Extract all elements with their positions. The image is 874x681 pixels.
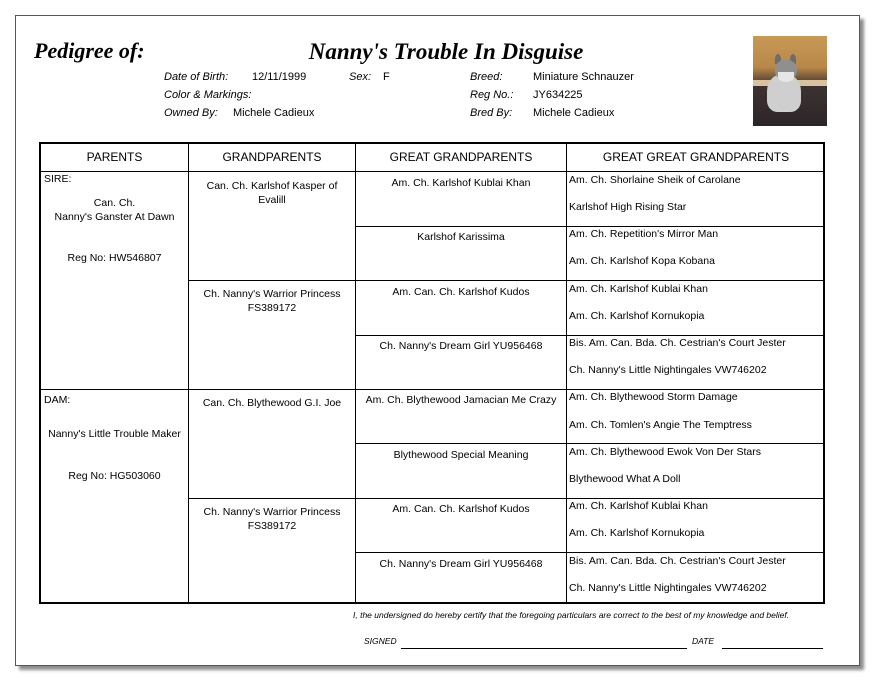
great-grandparent-1: Am. Ch. Karlshof Kublai Khan [391, 177, 531, 189]
great-great-grandparent-13: Am. Ch. Karlshof Kublai Khan [569, 500, 708, 512]
color-label [164, 89, 251, 101]
breeder-value: Michele Cadieux [533, 107, 615, 119]
header-great-grandparents: GREAT GRANDPARENTS [389, 150, 533, 164]
date-line [722, 648, 823, 649]
dob-row [164, 71, 228, 83]
signed-label: SIGNED [364, 636, 397, 646]
grandparent-2: Ch. Nanny's Warrior Princess FS389172 [203, 288, 341, 314]
dam-name: Nanny's Little Trouble Maker [48, 428, 181, 440]
sire-label: SIRE: [44, 173, 72, 185]
dam-reg: Reg No: HG503060 [68, 470, 161, 482]
great-great-grandparent-3: Am. Ch. Repetition's Mirror Man [569, 228, 719, 240]
reg-label [470, 89, 513, 101]
signature-line [401, 648, 687, 649]
great-grandparent-4: Ch. Nanny's Dream Girl YU956468 [379, 340, 543, 352]
sire-title: Can. Ch. [93, 197, 136, 209]
great-great-grandparent-15: Bis. Am. Can. Bda. Ch. Cestrian's Court Jester [569, 555, 786, 567]
owner-value: Michele Cadieux [233, 107, 315, 119]
great-great-grandparent-4: Am. Ch. Karlshof Kopa Kobana [569, 255, 715, 267]
dob-value: 12/11/1999 [252, 71, 307, 83]
great-great-grandparent-8: Ch. Nanny's Little Nightingales VW746202 [569, 364, 767, 376]
pedigree-page [15, 15, 860, 666]
great-grandparent-7: Am. Can. Ch. Karlshof Kudos [392, 503, 530, 515]
great-great-grandparent-10: Am. Ch. Tomlen's Angie The Temptress [569, 419, 752, 431]
sex-label-text: Sex: [349, 71, 372, 83]
great-grandparent-3: Am. Can. Ch. Karlshof Kudos [392, 286, 530, 298]
header-grandparents: GRANDPARENTS [222, 150, 322, 164]
great-great-grandparent-6: Am. Ch. Karlshof Kornukopia [569, 310, 705, 322]
great-grandparent-8: Ch. Nanny's Dream Girl YU956468 [379, 558, 543, 570]
breeder-label [470, 107, 512, 119]
great-grandparent-5: Am. Ch. Blythewood Jamacian Me Crazy [365, 394, 557, 406]
grandparent-1: Can. Ch. Karlshof Kasper of Evalill [206, 180, 338, 206]
header-parents: PARENTS [86, 150, 143, 164]
sire-name: Nanny's Ganster At Dawn [54, 211, 175, 223]
great-great-grandparent-7: Bis. Am. Can. Bda. Ch. Cestrian's Court Jester [569, 337, 786, 349]
great-great-grandparent-14: Am. Ch. Karlshof Kornukopia [569, 527, 705, 539]
sex-value: F [383, 71, 390, 83]
grandparent-3: Can. Ch. Blythewood G.I. Joe [202, 397, 342, 409]
header-great-great-grandparents: GREAT GREAT GRANDPARENTS [602, 150, 790, 164]
great-great-grandparent-11: Am. Ch. Blythewood Ewok Von Der Stars [569, 446, 761, 458]
breed-label-text: Breed: [470, 71, 503, 83]
great-great-grandparent-5: Am. Ch. Karlshof Kublai Khan [569, 283, 708, 295]
grandparent-4: Ch. Nanny's Warrior Princess FS389172 [203, 506, 341, 532]
great-grandparent-6: Blythewood Special Meaning [393, 449, 529, 461]
color-label-text: Color & Markings: [164, 89, 252, 101]
great-great-grandparent-12: Blythewood What A Doll [569, 473, 681, 485]
great-great-grandparent-16: Ch. Nanny's Little Nightingales VW746202 [569, 582, 767, 594]
breed-label [470, 71, 502, 83]
great-great-grandparent-9: Am. Ch. Blythewood Storm Damage [569, 391, 738, 403]
owner-label-text: Owned By: [164, 107, 218, 119]
date-label: DATE [692, 636, 715, 646]
sex-label [349, 71, 371, 83]
pedigree-label: Pedigree of: [34, 38, 145, 63]
great-great-grandparent-2: Karlshof High Rising Star [569, 201, 687, 213]
great-great-grandparent-1: Am. Ch. Shorlaine Sheik of Carolane [569, 174, 741, 186]
owner-label [164, 107, 218, 119]
certification-text: I, the undersigned do hereby certify that the foregoing particulars are correct to the best of my knowledge and belief. [353, 610, 790, 620]
dam-label: DAM: [44, 394, 71, 406]
dog-name-title: Nanny's Trouble In Disguise [308, 39, 584, 64]
breed-value: Miniature Schnauzer [533, 71, 634, 83]
dog-photo [753, 36, 827, 126]
pedigree-table [39, 142, 825, 604]
dob-label: Date of Birth: [164, 71, 229, 83]
breeder-label-text: Bred By: [470, 107, 513, 119]
reg-label-text: Reg No.: [470, 89, 514, 101]
reg-value: JY634225 [533, 89, 583, 101]
sire-reg: Reg No: HW546807 [67, 252, 162, 264]
great-grandparent-2: Karlshof Karissima [417, 231, 505, 243]
